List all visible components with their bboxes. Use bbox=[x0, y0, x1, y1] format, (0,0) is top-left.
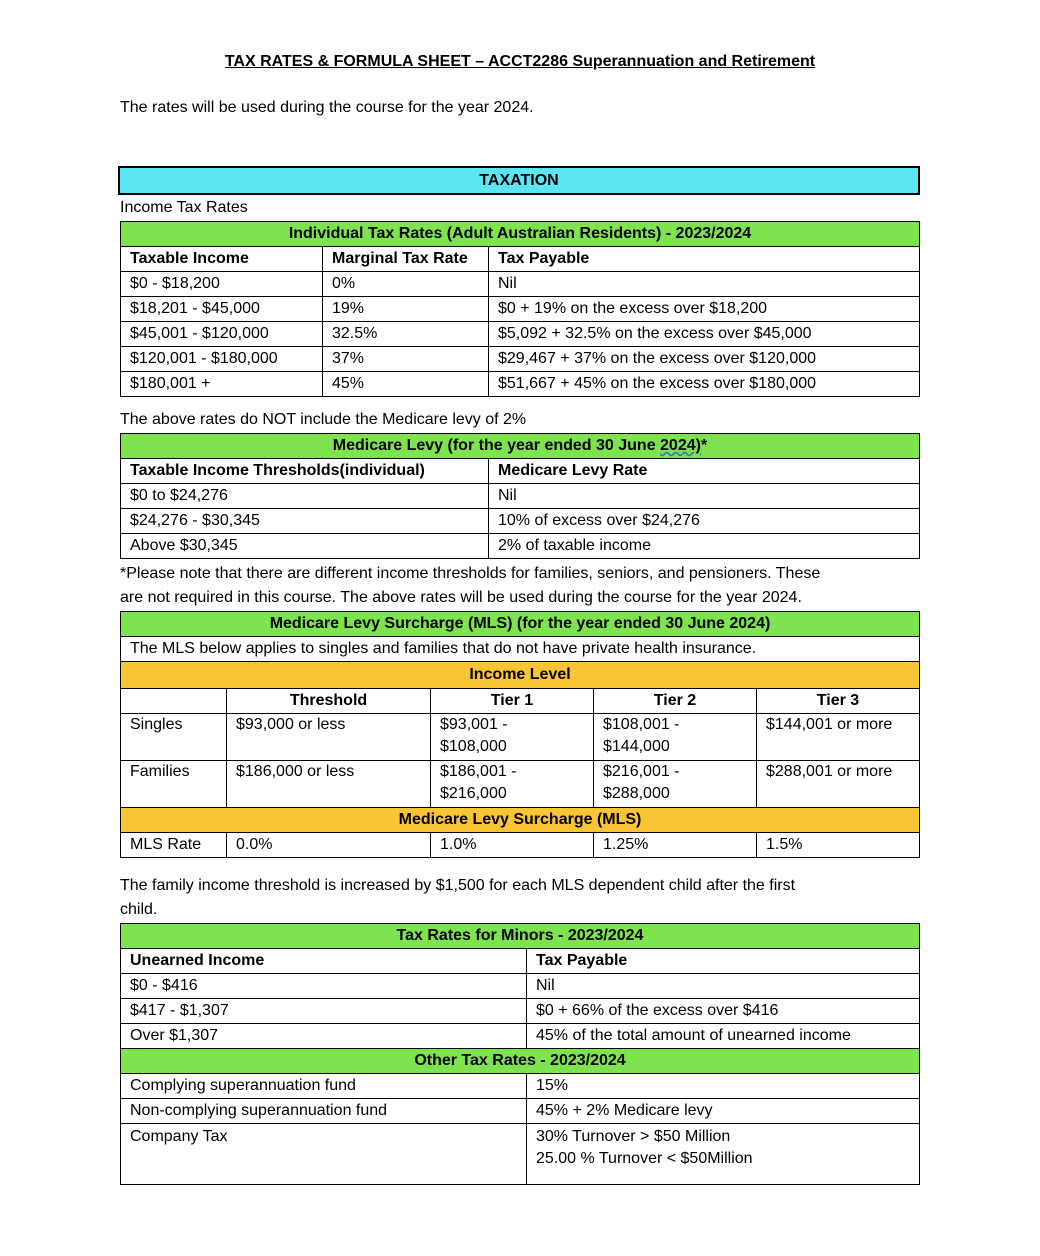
table-row bbox=[121, 1074, 920, 1099]
table-cell: 30% Turnover > $50 Million 25.00 % Turnover < $50Million bbox=[527, 1124, 920, 1185]
mls-table bbox=[120, 611, 920, 858]
table-row bbox=[121, 1124, 920, 1185]
table-cell: $93,001 - $108,000 bbox=[431, 714, 594, 761]
table-cell: $0 + 19% on the excess over $18,200 bbox=[489, 297, 920, 322]
table-cell: $186,001 - $216,000 bbox=[431, 761, 594, 808]
column-header: Tax Payable bbox=[489, 247, 920, 272]
table-cell: 0% bbox=[323, 272, 489, 297]
medicare-note-line-2: are not required in this course. The above rates will be used during the course for the year 2024. bbox=[120, 589, 802, 606]
medicare-exclusion-note: The above rates do NOT include the Medicare levy of 2% bbox=[120, 411, 527, 428]
table-cell: MLS Rate bbox=[121, 833, 227, 858]
table-row bbox=[121, 714, 920, 761]
table-cell: 15% bbox=[527, 1074, 920, 1099]
income-level-header: Income Level bbox=[121, 662, 920, 689]
column-header bbox=[121, 689, 227, 714]
table-cell: 32.5% bbox=[323, 322, 489, 347]
income-tax-rates-label: Income Tax Rates bbox=[120, 199, 248, 216]
table-cell: Above $30,345 bbox=[121, 534, 489, 559]
table-cell: $93,000 or less bbox=[227, 714, 431, 761]
table-cell: Families bbox=[121, 761, 227, 808]
table-cell: $45,001 - $120,000 bbox=[121, 322, 323, 347]
table-cell: $180,001 + bbox=[121, 372, 323, 397]
table-cell: 1.0% bbox=[431, 833, 594, 858]
table-cell: Non-complying superannuation fund bbox=[121, 1099, 527, 1124]
table-cell: $0 - $416 bbox=[121, 974, 527, 999]
table-cell: Complying superannuation fund bbox=[121, 1074, 527, 1099]
table-cell: $24,276 - $30,345 bbox=[121, 509, 489, 534]
table-cell: $18,201 - $45,000 bbox=[121, 297, 323, 322]
column-header: Medicare Levy Rate bbox=[489, 459, 920, 484]
table-row bbox=[121, 999, 920, 1024]
column-header: Tax Payable bbox=[527, 949, 920, 974]
table-cell: $288,001 or more bbox=[757, 761, 920, 808]
column-header: Taxable Income bbox=[121, 247, 323, 272]
mls-note-line-1: The family income threshold is increased by $1,500 for each MLS dependent child after the first bbox=[120, 877, 796, 894]
table-cell: $108,001 - $144,000 bbox=[594, 714, 757, 761]
medicare-note-line-1: *Please note that there are different income thresholds for families, seniors, and pensioners. These bbox=[120, 565, 821, 582]
table-cell: $29,467 + 37% on the excess over $120,000 bbox=[489, 347, 920, 372]
table-cell: $417 - $1,307 bbox=[121, 999, 527, 1024]
table-row bbox=[121, 272, 920, 297]
taxation-header: TAXATION bbox=[118, 166, 920, 195]
table-row bbox=[121, 509, 920, 534]
table-cell: 1.25% bbox=[594, 833, 757, 858]
table-row bbox=[121, 761, 920, 808]
column-header: Unearned Income bbox=[121, 949, 527, 974]
minors-header: Tax Rates for Minors - 2023/2024 bbox=[121, 924, 920, 949]
table-cell: $120,001 - $180,000 bbox=[121, 347, 323, 372]
table-cell: Nil bbox=[489, 484, 920, 509]
table-cell: $0 - $18,200 bbox=[121, 272, 323, 297]
table-cell: Singles bbox=[121, 714, 227, 761]
table-row bbox=[121, 1024, 920, 1049]
table-cell: $51,667 + 45% on the excess over $180,000 bbox=[489, 372, 920, 397]
table-row bbox=[121, 484, 920, 509]
table-row bbox=[121, 297, 920, 322]
table-row bbox=[121, 974, 920, 999]
table-row bbox=[121, 833, 920, 858]
column-header: Tier 2 bbox=[594, 689, 757, 714]
mls-header: Medicare Levy Surcharge (MLS) (for the year ended 30 June 2024) bbox=[121, 612, 920, 637]
intro-text: The rates will be used during the course for the year 2024. bbox=[120, 99, 534, 116]
column-header: Tier 1 bbox=[431, 689, 594, 714]
individual-tax-header: Individual Tax Rates (Adult Australian Residents) - 2023/2024 bbox=[121, 222, 920, 247]
column-header: Taxable Income Thresholds(individual) bbox=[121, 459, 489, 484]
table-cell: $144,001 or more bbox=[757, 714, 920, 761]
table-cell: 2% of taxable income bbox=[489, 534, 920, 559]
medicare-levy-header: Medicare Levy (for the year ended 30 June 2024)* bbox=[121, 434, 920, 459]
table-cell: 0.0% bbox=[227, 833, 431, 858]
table-cell: Nil bbox=[527, 974, 920, 999]
table-row bbox=[121, 534, 920, 559]
column-header: Threshold bbox=[227, 689, 431, 714]
table-row bbox=[121, 347, 920, 372]
table-cell: 45% bbox=[323, 372, 489, 397]
surcharge-header: Medicare Levy Surcharge (MLS) bbox=[121, 808, 920, 833]
table-cell: $186,000 or less bbox=[227, 761, 431, 808]
table-cell: $5,092 + 32.5% on the excess over $45,000 bbox=[489, 322, 920, 347]
other-tax-header: Other Tax Rates - 2023/2024 bbox=[121, 1049, 920, 1074]
table-cell: $0 to $24,276 bbox=[121, 484, 489, 509]
table-cell: Company Tax bbox=[121, 1124, 527, 1185]
table-cell: 1.5% bbox=[757, 833, 920, 858]
table-row bbox=[121, 322, 920, 347]
column-header: Tier 3 bbox=[757, 689, 920, 714]
mls-description: The MLS below applies to singles and families that do not have private health insurance. bbox=[121, 637, 920, 662]
table-cell: 10% of excess over $24,276 bbox=[489, 509, 920, 534]
table-cell: 45% + 2% Medicare levy bbox=[527, 1099, 920, 1124]
table-cell: Nil bbox=[489, 272, 920, 297]
individual-tax-table bbox=[120, 221, 920, 397]
table-cell: 19% bbox=[323, 297, 489, 322]
table-cell: $0 + 66% of the excess over $416 bbox=[527, 999, 920, 1024]
table-cell: $216,001 - $288,000 bbox=[594, 761, 757, 808]
table-cell: 37% bbox=[323, 347, 489, 372]
minors-and-other-table bbox=[120, 923, 920, 1185]
mls-note-line-2: child. bbox=[120, 901, 158, 918]
table-cell: 45% of the total amount of unearned income bbox=[527, 1024, 920, 1049]
table-cell: Over $1,307 bbox=[121, 1024, 527, 1049]
medicare-levy-table bbox=[120, 433, 920, 559]
page-title: TAX RATES & FORMULA SHEET – ACCT2286 Superannuation and Retirement bbox=[224, 53, 816, 70]
table-row bbox=[121, 372, 920, 397]
table-row bbox=[121, 1099, 920, 1124]
column-header: Marginal Tax Rate bbox=[323, 247, 489, 272]
